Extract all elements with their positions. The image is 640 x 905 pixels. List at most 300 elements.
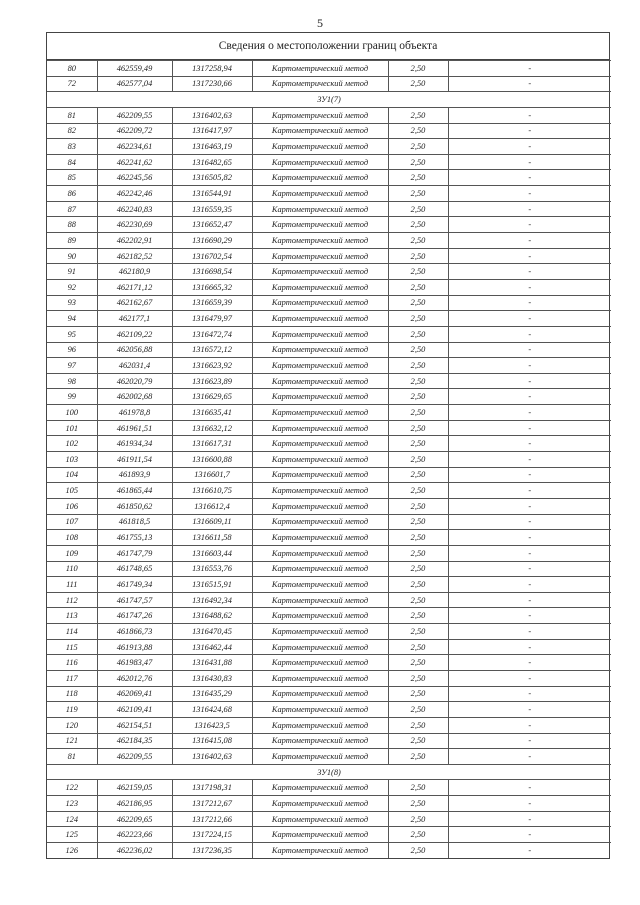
y-coordinate-cell: 1316463,19: [172, 139, 252, 155]
accuracy-cell: 2,50: [388, 624, 448, 640]
description-cell: -: [448, 279, 611, 295]
method-cell: Картометрический метод: [252, 717, 388, 733]
method-cell: Картометрический метод: [252, 61, 388, 77]
method-cell: Картометрический метод: [252, 186, 388, 202]
point-number-cell: 108: [47, 530, 97, 546]
method-cell: Картометрический метод: [252, 326, 388, 342]
x-coordinate-cell: 461978,8: [97, 405, 172, 421]
x-coordinate-cell: 461818,5: [97, 514, 172, 530]
x-coordinate-cell: 462209,72: [97, 123, 172, 139]
table-row: [47, 467, 611, 483]
table-row: [47, 420, 611, 436]
method-cell: Картометрический метод: [252, 592, 388, 608]
x-coordinate-cell: 461747,26: [97, 608, 172, 624]
accuracy-cell: 2,50: [388, 123, 448, 139]
x-coordinate-cell: 462056,88: [97, 342, 172, 358]
table-row: [47, 686, 611, 702]
point-number-cell: 99: [47, 389, 97, 405]
table-row: [47, 201, 611, 217]
method-cell: Картометрический метод: [252, 843, 388, 858]
table-row: [47, 217, 611, 233]
y-coordinate-cell: 1316632,12: [172, 420, 252, 436]
accuracy-cell: 2,50: [388, 467, 448, 483]
point-number-cell: 97: [47, 358, 97, 374]
table-row: [47, 733, 611, 749]
method-cell: Картометрический метод: [252, 577, 388, 593]
description-cell: -: [448, 796, 611, 812]
y-coordinate-cell: 1316603,44: [172, 545, 252, 561]
method-cell: Картометрический метод: [252, 702, 388, 718]
y-coordinate-cell: 1316702,54: [172, 248, 252, 264]
description-cell: -: [448, 154, 611, 170]
point-number-cell: 119: [47, 702, 97, 718]
point-number-cell: 120: [47, 717, 97, 733]
method-cell: Картометрический метод: [252, 405, 388, 421]
y-coordinate-cell: 1316435,29: [172, 686, 252, 702]
table-row: [47, 373, 611, 389]
coordinates-table-body: [47, 61, 611, 858]
point-number-cell: 93: [47, 295, 97, 311]
description-cell: -: [448, 561, 611, 577]
method-cell: Картометрический метод: [252, 483, 388, 499]
description-cell: -: [448, 608, 611, 624]
y-coordinate-cell: 1317224,15: [172, 827, 252, 843]
y-coordinate-cell: 1316698,54: [172, 264, 252, 280]
description-cell: -: [448, 452, 611, 468]
method-cell: Картометрический метод: [252, 686, 388, 702]
method-cell: Картометрический метод: [252, 420, 388, 436]
accuracy-cell: 2,50: [388, 170, 448, 186]
method-cell: Картометрический метод: [252, 796, 388, 812]
description-cell: -: [448, 827, 611, 843]
point-number-cell: 116: [47, 655, 97, 671]
description-cell: -: [448, 436, 611, 452]
method-cell: Картометрический метод: [252, 76, 388, 92]
description-cell: -: [448, 592, 611, 608]
y-coordinate-cell: 1316415,08: [172, 733, 252, 749]
y-coordinate-cell: 1316572,12: [172, 342, 252, 358]
accuracy-cell: 2,50: [388, 311, 448, 327]
description-cell: -: [448, 201, 611, 217]
x-coordinate-cell: 461747,79: [97, 545, 172, 561]
description-cell: -: [448, 248, 611, 264]
description-cell: -: [448, 405, 611, 421]
table-row: [47, 436, 611, 452]
table-row: [47, 154, 611, 170]
table-row: [47, 295, 611, 311]
method-cell: Картометрический метод: [252, 170, 388, 186]
table-row: [47, 139, 611, 155]
table-row: [47, 311, 611, 327]
point-number-cell: 107: [47, 514, 97, 530]
accuracy-cell: 2,50: [388, 717, 448, 733]
method-cell: Картометрический метод: [252, 436, 388, 452]
x-coordinate-cell: 461961,51: [97, 420, 172, 436]
x-coordinate-cell: 462109,41: [97, 702, 172, 718]
x-coordinate-cell: 462241,62: [97, 154, 172, 170]
point-number-cell: 124: [47, 811, 97, 827]
method-cell: Картометрический метод: [252, 733, 388, 749]
y-coordinate-cell: 1317236,35: [172, 843, 252, 858]
coordinates-table: [47, 60, 611, 858]
point-number-cell: 86: [47, 186, 97, 202]
method-cell: Картометрический метод: [252, 639, 388, 655]
table-row: [47, 405, 611, 421]
x-coordinate-cell: 462209,55: [97, 107, 172, 123]
y-coordinate-cell: 1316430,83: [172, 670, 252, 686]
point-number-cell: 104: [47, 467, 97, 483]
description-cell: -: [448, 264, 611, 280]
method-cell: Картометрический метод: [252, 217, 388, 233]
accuracy-cell: 2,50: [388, 420, 448, 436]
description-cell: -: [448, 107, 611, 123]
y-coordinate-cell: 1317230,66: [172, 76, 252, 92]
accuracy-cell: 2,50: [388, 264, 448, 280]
point-number-cell: 102: [47, 436, 97, 452]
description-cell: -: [448, 545, 611, 561]
accuracy-cell: 2,50: [388, 201, 448, 217]
table-row: [47, 577, 611, 593]
description-cell: -: [448, 342, 611, 358]
table-row: [47, 639, 611, 655]
point-number-cell: 101: [47, 420, 97, 436]
table-row: [47, 545, 611, 561]
table-row: [47, 123, 611, 139]
table-row: [47, 811, 611, 827]
x-coordinate-cell: 462184,35: [97, 733, 172, 749]
point-number-cell: 117: [47, 670, 97, 686]
point-number-cell: 105: [47, 483, 97, 499]
x-coordinate-cell: 461893,9: [97, 467, 172, 483]
method-cell: Картометрический метод: [252, 530, 388, 546]
table-row: [47, 498, 611, 514]
point-number-cell: 109: [47, 545, 97, 561]
point-number-cell: 96: [47, 342, 97, 358]
method-cell: Картометрический метод: [252, 295, 388, 311]
point-number-cell: 122: [47, 780, 97, 796]
x-coordinate-cell: 461748,65: [97, 561, 172, 577]
description-cell: -: [448, 749, 611, 765]
table-row: [47, 389, 611, 405]
x-coordinate-cell: 462159,05: [97, 780, 172, 796]
accuracy-cell: 2,50: [388, 827, 448, 843]
y-coordinate-cell: 1316492,34: [172, 592, 252, 608]
table-row: [47, 780, 611, 796]
y-coordinate-cell: 1316402,63: [172, 107, 252, 123]
point-number-cell: 114: [47, 624, 97, 640]
table-title: Сведения о местоположении границ объекта: [47, 33, 609, 60]
point-number-cell: 88: [47, 217, 97, 233]
y-coordinate-cell: 1316623,89: [172, 373, 252, 389]
description-cell: -: [448, 530, 611, 546]
accuracy-cell: 2,50: [388, 843, 448, 858]
point-number-cell: 72: [47, 76, 97, 92]
y-coordinate-cell: 1316417,97: [172, 123, 252, 139]
x-coordinate-cell: 462209,55: [97, 749, 172, 765]
x-coordinate-cell: 462240,83: [97, 201, 172, 217]
point-number-cell: 80: [47, 61, 97, 77]
description-cell: -: [448, 670, 611, 686]
description-cell: -: [448, 233, 611, 249]
table-row: [47, 326, 611, 342]
x-coordinate-cell: 461865,44: [97, 483, 172, 499]
table-row: [47, 655, 611, 671]
y-coordinate-cell: 1316635,41: [172, 405, 252, 421]
table-row: [47, 107, 611, 123]
y-coordinate-cell: 1316431,88: [172, 655, 252, 671]
accuracy-cell: 2,50: [388, 796, 448, 812]
accuracy-cell: 2,50: [388, 248, 448, 264]
table-row: [47, 264, 611, 280]
point-number-cell: 81: [47, 749, 97, 765]
table-row: [47, 702, 611, 718]
method-cell: Картометрический метод: [252, 123, 388, 139]
y-coordinate-cell: 1317212,66: [172, 811, 252, 827]
x-coordinate-cell: 461983,47: [97, 655, 172, 671]
method-cell: Картометрический метод: [252, 514, 388, 530]
section-label: ЗУ1(8): [47, 764, 611, 780]
y-coordinate-cell: 1316690,29: [172, 233, 252, 249]
point-number-cell: 89: [47, 233, 97, 249]
y-coordinate-cell: 1316544,91: [172, 186, 252, 202]
point-number-cell: 94: [47, 311, 97, 327]
y-coordinate-cell: 1316423,5: [172, 717, 252, 733]
y-coordinate-cell: 1317212,67: [172, 796, 252, 812]
accuracy-cell: 2,50: [388, 61, 448, 77]
accuracy-cell: 2,50: [388, 326, 448, 342]
x-coordinate-cell: 462230,69: [97, 217, 172, 233]
point-number-cell: 95: [47, 326, 97, 342]
y-coordinate-cell: 1316629,65: [172, 389, 252, 405]
accuracy-cell: 2,50: [388, 639, 448, 655]
x-coordinate-cell: 461850,62: [97, 498, 172, 514]
table-row: [47, 796, 611, 812]
point-number-cell: 83: [47, 139, 97, 155]
description-cell: -: [448, 76, 611, 92]
x-coordinate-cell: 462236,02: [97, 843, 172, 858]
method-cell: Картометрический метод: [252, 452, 388, 468]
table-row: [47, 670, 611, 686]
description-cell: -: [448, 326, 611, 342]
table-row: [47, 248, 611, 264]
table-row: [47, 483, 611, 499]
accuracy-cell: 2,50: [388, 655, 448, 671]
x-coordinate-cell: 462171,12: [97, 279, 172, 295]
table-row: [47, 61, 611, 77]
method-cell: Картометрический метод: [252, 107, 388, 123]
x-coordinate-cell: 462154,51: [97, 717, 172, 733]
y-coordinate-cell: 1316610,75: [172, 483, 252, 499]
accuracy-cell: 2,50: [388, 545, 448, 561]
x-coordinate-cell: 461755,13: [97, 530, 172, 546]
method-cell: Картометрический метод: [252, 342, 388, 358]
description-cell: -: [448, 420, 611, 436]
x-coordinate-cell: 462177,1: [97, 311, 172, 327]
point-number-cell: 81: [47, 107, 97, 123]
accuracy-cell: 2,50: [388, 405, 448, 421]
description-cell: -: [448, 843, 611, 858]
table-row: [47, 624, 611, 640]
accuracy-cell: 2,50: [388, 373, 448, 389]
point-number-cell: 91: [47, 264, 97, 280]
point-number-cell: 125: [47, 827, 97, 843]
x-coordinate-cell: 461749,34: [97, 577, 172, 593]
method-cell: Картометрический метод: [252, 201, 388, 217]
coordinates-table-frame: [46, 32, 610, 859]
x-coordinate-cell: 462202,91: [97, 233, 172, 249]
accuracy-cell: 2,50: [388, 342, 448, 358]
description-cell: -: [448, 780, 611, 796]
description-cell: -: [448, 358, 611, 374]
accuracy-cell: 2,50: [388, 154, 448, 170]
accuracy-cell: 2,50: [388, 561, 448, 577]
x-coordinate-cell: 462069,41: [97, 686, 172, 702]
method-cell: Картометрический метод: [252, 608, 388, 624]
method-cell: Картометрический метод: [252, 749, 388, 765]
accuracy-cell: 2,50: [388, 217, 448, 233]
table-row: [47, 186, 611, 202]
table-row: [47, 452, 611, 468]
x-coordinate-cell: 462020,79: [97, 373, 172, 389]
point-number-cell: 111: [47, 577, 97, 593]
point-number-cell: 106: [47, 498, 97, 514]
y-coordinate-cell: 1316472,74: [172, 326, 252, 342]
table-row: [47, 717, 611, 733]
method-cell: Картометрический метод: [252, 561, 388, 577]
description-cell: -: [448, 702, 611, 718]
accuracy-cell: 2,50: [388, 139, 448, 155]
method-cell: Картометрический метод: [252, 811, 388, 827]
x-coordinate-cell: 462242,46: [97, 186, 172, 202]
x-coordinate-cell: 462002,68: [97, 389, 172, 405]
accuracy-cell: 2,50: [388, 608, 448, 624]
y-coordinate-cell: 1316623,92: [172, 358, 252, 374]
description-cell: -: [448, 811, 611, 827]
y-coordinate-cell: 1316479,97: [172, 311, 252, 327]
page-number: 5: [317, 16, 323, 30]
accuracy-cell: 2,50: [388, 686, 448, 702]
y-coordinate-cell: 1316612,4: [172, 498, 252, 514]
method-cell: Картометрический метод: [252, 827, 388, 843]
x-coordinate-cell: 462031,4: [97, 358, 172, 374]
method-cell: Картометрический метод: [252, 624, 388, 640]
table-row: [47, 749, 611, 765]
point-number-cell: 121: [47, 733, 97, 749]
y-coordinate-cell: 1316505,82: [172, 170, 252, 186]
y-coordinate-cell: 1316611,58: [172, 530, 252, 546]
method-cell: Картометрический метод: [252, 780, 388, 796]
method-cell: Картометрический метод: [252, 467, 388, 483]
x-coordinate-cell: 462245,56: [97, 170, 172, 186]
x-coordinate-cell: 462223,66: [97, 827, 172, 843]
accuracy-cell: 2,50: [388, 76, 448, 92]
description-cell: -: [448, 639, 611, 655]
method-cell: Картометрический метод: [252, 233, 388, 249]
description-cell: -: [448, 717, 611, 733]
accuracy-cell: 2,50: [388, 483, 448, 499]
point-number-cell: 123: [47, 796, 97, 812]
accuracy-cell: 2,50: [388, 780, 448, 796]
accuracy-cell: 2,50: [388, 186, 448, 202]
accuracy-cell: 2,50: [388, 452, 448, 468]
description-cell: -: [448, 467, 611, 483]
accuracy-cell: 2,50: [388, 233, 448, 249]
table-row: [47, 76, 611, 92]
description-cell: -: [448, 655, 611, 671]
method-cell: Картометрический метод: [252, 154, 388, 170]
table-row: [47, 530, 611, 546]
point-number-cell: 113: [47, 608, 97, 624]
accuracy-cell: 2,50: [388, 436, 448, 452]
y-coordinate-cell: 1316553,76: [172, 561, 252, 577]
accuracy-cell: 2,50: [388, 530, 448, 546]
accuracy-cell: 2,50: [388, 514, 448, 530]
table-row: [47, 827, 611, 843]
x-coordinate-cell: 462234,61: [97, 139, 172, 155]
point-number-cell: 103: [47, 452, 97, 468]
x-coordinate-cell: 462012,76: [97, 670, 172, 686]
accuracy-cell: 2,50: [388, 702, 448, 718]
y-coordinate-cell: 1316559,35: [172, 201, 252, 217]
point-number-cell: 112: [47, 592, 97, 608]
table-row: [47, 342, 611, 358]
method-cell: Картометрический метод: [252, 264, 388, 280]
point-number-cell: 115: [47, 639, 97, 655]
table-row: [47, 608, 611, 624]
x-coordinate-cell: 462180,9: [97, 264, 172, 280]
x-coordinate-cell: 462186,95: [97, 796, 172, 812]
y-coordinate-cell: 1317198,31: [172, 780, 252, 796]
y-coordinate-cell: 1317258,94: [172, 61, 252, 77]
x-coordinate-cell: 461934,34: [97, 436, 172, 452]
y-coordinate-cell: 1316609,11: [172, 514, 252, 530]
table-row: [47, 592, 611, 608]
description-cell: -: [448, 217, 611, 233]
accuracy-cell: 2,50: [388, 107, 448, 123]
point-number-cell: 126: [47, 843, 97, 858]
y-coordinate-cell: 1316402,63: [172, 749, 252, 765]
y-coordinate-cell: 1316515,91: [172, 577, 252, 593]
point-number-cell: 118: [47, 686, 97, 702]
y-coordinate-cell: 1316617,31: [172, 436, 252, 452]
y-coordinate-cell: 1316470,45: [172, 624, 252, 640]
accuracy-cell: 2,50: [388, 358, 448, 374]
description-cell: -: [448, 577, 611, 593]
method-cell: Картометрический метод: [252, 279, 388, 295]
y-coordinate-cell: 1316482,65: [172, 154, 252, 170]
x-coordinate-cell: 461866,73: [97, 624, 172, 640]
description-cell: -: [448, 139, 611, 155]
method-cell: Картометрический метод: [252, 545, 388, 561]
description-cell: -: [448, 733, 611, 749]
y-coordinate-cell: 1316600,88: [172, 452, 252, 468]
point-number-cell: 87: [47, 201, 97, 217]
x-coordinate-cell: 461747,57: [97, 592, 172, 608]
y-coordinate-cell: 1316462,44: [172, 639, 252, 655]
x-coordinate-cell: 462209,65: [97, 811, 172, 827]
accuracy-cell: 2,50: [388, 733, 448, 749]
table-row: [47, 170, 611, 186]
y-coordinate-cell: 1316488,62: [172, 608, 252, 624]
method-cell: Картометрический метод: [252, 139, 388, 155]
description-cell: -: [448, 686, 611, 702]
point-number-cell: 100: [47, 405, 97, 421]
description-cell: -: [448, 123, 611, 139]
section-row: [47, 764, 611, 780]
x-coordinate-cell: 461911,54: [97, 452, 172, 468]
accuracy-cell: 2,50: [388, 577, 448, 593]
description-cell: -: [448, 389, 611, 405]
